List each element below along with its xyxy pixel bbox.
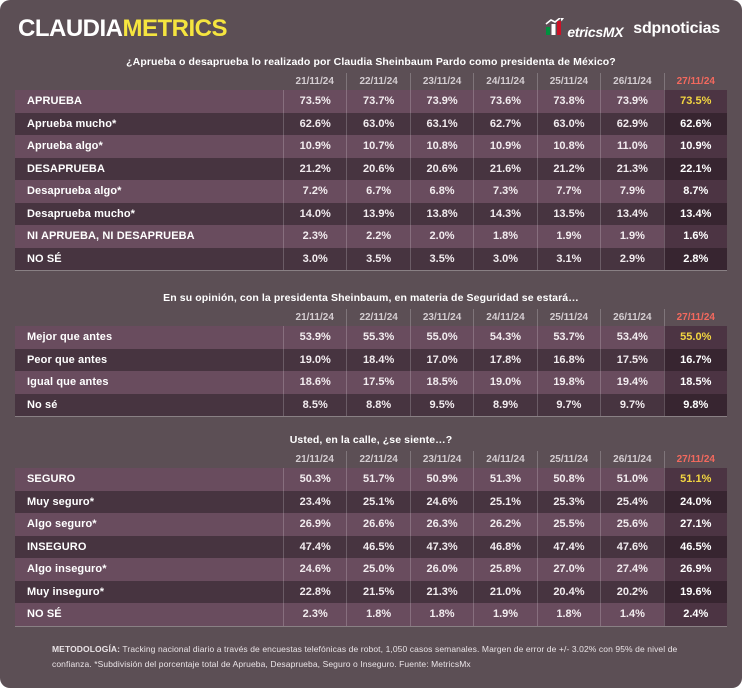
value-cell: 63.0% bbox=[346, 113, 409, 136]
value-cell: 7.3% bbox=[473, 180, 536, 203]
value-cell: 18.6% bbox=[283, 371, 346, 394]
value-cell: 11.0% bbox=[600, 135, 663, 158]
value-cell: 25.1% bbox=[346, 491, 409, 514]
value-cell: 19.0% bbox=[283, 349, 346, 372]
value-cell: 6.7% bbox=[346, 180, 409, 203]
value-cell: 19.6% bbox=[664, 581, 727, 604]
table-row bbox=[15, 394, 727, 417]
value-cell: 10.9% bbox=[473, 135, 536, 158]
row-label: Aprueba algo* bbox=[27, 140, 103, 153]
date-column-header: 21/11/24 bbox=[295, 454, 334, 465]
value-cell: 13.9% bbox=[346, 203, 409, 226]
brand-claudia: CLAUDIA bbox=[18, 15, 123, 42]
value-cell: 46.8% bbox=[473, 536, 536, 559]
value-cell: 21.3% bbox=[600, 158, 663, 181]
row-label: Peor que antes bbox=[27, 353, 108, 366]
value-cell: 51.0% bbox=[600, 468, 663, 491]
date-header-row bbox=[15, 73, 727, 90]
table-title: En su opinión, con la presidenta Sheinbaum, en materia de Seguridad se estará… bbox=[163, 292, 579, 304]
value-cell: 19.4% bbox=[600, 371, 663, 394]
date-column-header: 24/11/24 bbox=[473, 309, 536, 326]
date-column-header: 25/11/24 bbox=[537, 309, 600, 326]
value-cell: 13.8% bbox=[410, 203, 473, 226]
row-label: NO SÉ bbox=[27, 252, 62, 265]
row-label: Algo inseguro* bbox=[27, 563, 107, 576]
row-label: INSEGURO bbox=[27, 540, 87, 553]
value-cell: 17.5% bbox=[600, 349, 663, 372]
value-cell: 73.6% bbox=[473, 90, 536, 113]
sdpnoticias-logo: sdpnoticias bbox=[633, 20, 720, 37]
value-cell: 73.5% bbox=[283, 90, 346, 113]
value-cell: 50.8% bbox=[537, 468, 600, 491]
value-cell: 26.2% bbox=[473, 513, 536, 536]
value-cell: 8.8% bbox=[346, 394, 409, 417]
value-cell: 1.9% bbox=[600, 225, 663, 248]
table-row bbox=[15, 371, 727, 394]
value-cell: 51.3% bbox=[473, 468, 536, 491]
value-cell: 10.9% bbox=[283, 135, 346, 158]
value-cell: 8.5% bbox=[283, 394, 346, 417]
value-cell: 55.3% bbox=[346, 326, 409, 349]
value-cell: 25.0% bbox=[346, 558, 409, 581]
value-cell: 55.0% bbox=[664, 326, 727, 349]
value-cell: 47.6% bbox=[600, 536, 663, 559]
row-label: Mejor que antes bbox=[27, 331, 113, 344]
date-header-row bbox=[15, 451, 727, 468]
value-cell: 16.8% bbox=[537, 349, 600, 372]
value-cell: 2.3% bbox=[283, 225, 346, 248]
row-label: Desaprueba algo* bbox=[27, 185, 122, 198]
value-cell: 9.5% bbox=[410, 394, 473, 417]
table-rows bbox=[15, 90, 727, 271]
table-rows bbox=[15, 326, 727, 417]
date-column-header: 23/11/24 bbox=[410, 73, 473, 90]
value-cell: 9.7% bbox=[537, 394, 600, 417]
table-row bbox=[15, 203, 727, 226]
value-cell: 24.6% bbox=[410, 491, 473, 514]
value-cell: 25.4% bbox=[600, 491, 663, 514]
poll-table-1 bbox=[15, 56, 727, 271]
value-cell: 1.8% bbox=[473, 225, 536, 248]
value-cell: 8.7% bbox=[664, 180, 727, 203]
row-label: DESAPRUEBA bbox=[27, 162, 106, 175]
value-cell: 20.2% bbox=[600, 581, 663, 604]
value-cell: 9.8% bbox=[664, 394, 727, 417]
value-cell: 7.9% bbox=[600, 180, 663, 203]
value-cell: 1.4% bbox=[600, 603, 663, 626]
value-cell: 3.5% bbox=[410, 248, 473, 271]
value-cell: 3.0% bbox=[473, 248, 536, 271]
value-cell: 17.8% bbox=[473, 349, 536, 372]
value-cell: 1.8% bbox=[537, 603, 600, 626]
value-cell: 24.6% bbox=[283, 558, 346, 581]
value-cell: 26.9% bbox=[664, 558, 727, 581]
value-cell: 2.8% bbox=[664, 248, 727, 271]
value-cell: 10.8% bbox=[410, 135, 473, 158]
logo-group bbox=[545, 18, 720, 40]
value-cell: 25.3% bbox=[537, 491, 600, 514]
value-cell: 20.4% bbox=[537, 581, 600, 604]
value-cell: 23.4% bbox=[283, 491, 346, 514]
row-label: Muy seguro* bbox=[27, 495, 95, 508]
value-cell: 1.8% bbox=[410, 603, 473, 626]
date-column-header: 23/11/24 bbox=[410, 451, 473, 468]
value-cell: 18.5% bbox=[410, 371, 473, 394]
value-cell: 25.5% bbox=[537, 513, 600, 536]
value-cell: 24.0% bbox=[664, 491, 727, 514]
value-cell: 7.7% bbox=[537, 180, 600, 203]
value-cell: 25.6% bbox=[600, 513, 663, 536]
poll-table-3 bbox=[15, 434, 727, 627]
value-cell: 26.6% bbox=[346, 513, 409, 536]
date-column-header: 27/11/24 bbox=[664, 451, 727, 468]
value-cell: 62.7% bbox=[473, 113, 536, 136]
methodology-footer bbox=[0, 627, 742, 673]
value-cell: 19.0% bbox=[473, 371, 536, 394]
table-row bbox=[15, 513, 727, 536]
value-cell: 26.9% bbox=[283, 513, 346, 536]
value-cell: 55.0% bbox=[410, 326, 473, 349]
date-column-header: 22/11/24 bbox=[346, 451, 409, 468]
value-cell: 14.0% bbox=[283, 203, 346, 226]
value-cell: 63.0% bbox=[537, 113, 600, 136]
value-cell: 46.5% bbox=[664, 536, 727, 559]
header-bar bbox=[0, 0, 742, 47]
value-cell: 2.0% bbox=[410, 225, 473, 248]
value-cell: 73.8% bbox=[537, 90, 600, 113]
value-cell: 1.6% bbox=[664, 225, 727, 248]
value-cell: 2.9% bbox=[600, 248, 663, 271]
value-cell: 47.4% bbox=[283, 536, 346, 559]
page-title bbox=[18, 15, 227, 43]
value-cell: 6.8% bbox=[410, 180, 473, 203]
value-cell: 73.7% bbox=[346, 90, 409, 113]
date-column-header: 24/11/24 bbox=[473, 451, 536, 468]
brand-metrics: METRICS bbox=[122, 15, 227, 42]
value-cell: 17.0% bbox=[410, 349, 473, 372]
value-cell: 21.3% bbox=[410, 581, 473, 604]
value-cell: 62.6% bbox=[283, 113, 346, 136]
date-column-header: 25/11/24 bbox=[537, 73, 600, 90]
date-column-header: 27/11/24 bbox=[664, 73, 727, 90]
table-title: ¿Aprueba o desaprueba lo realizado por Claudia Sheinbaum Pardo como presidenta de México? bbox=[126, 56, 616, 68]
value-cell: 73.9% bbox=[410, 90, 473, 113]
value-cell: 18.5% bbox=[664, 371, 727, 394]
value-cell: 21.0% bbox=[473, 581, 536, 604]
value-cell: 26.3% bbox=[410, 513, 473, 536]
date-column-header: 26/11/24 bbox=[600, 451, 663, 468]
table-row bbox=[15, 468, 727, 491]
value-cell: 51.7% bbox=[346, 468, 409, 491]
value-cell: 53.4% bbox=[600, 326, 663, 349]
metricsmx-logo bbox=[545, 18, 623, 40]
table-row bbox=[15, 225, 727, 248]
table-row bbox=[15, 90, 727, 113]
value-cell: 1.8% bbox=[346, 603, 409, 626]
value-cell: 63.1% bbox=[410, 113, 473, 136]
table-rows bbox=[15, 468, 727, 627]
poll-tables bbox=[0, 56, 742, 627]
value-cell: 10.9% bbox=[664, 135, 727, 158]
row-label: NI APRUEBA, NI DESAPRUEBA bbox=[27, 230, 195, 243]
value-cell: 16.7% bbox=[664, 349, 727, 372]
value-cell: 53.9% bbox=[283, 326, 346, 349]
table-row bbox=[15, 558, 727, 581]
value-cell: 7.2% bbox=[283, 180, 346, 203]
bar-chart-flag-icon bbox=[545, 18, 564, 40]
date-column-header: 23/11/24 bbox=[410, 309, 473, 326]
table-title: Usted, en la calle, ¿se siente…? bbox=[289, 434, 453, 446]
table-row bbox=[15, 135, 727, 158]
row-label: Desaprueba mucho* bbox=[27, 207, 136, 220]
table-row bbox=[15, 349, 727, 372]
metricsmx-wordmark: etricsMX bbox=[567, 24, 624, 40]
value-cell: 26.0% bbox=[410, 558, 473, 581]
value-cell: 3.0% bbox=[283, 248, 346, 271]
value-cell: 62.9% bbox=[600, 113, 663, 136]
value-cell: 21.2% bbox=[537, 158, 600, 181]
table-row bbox=[15, 158, 727, 181]
value-cell: 17.5% bbox=[346, 371, 409, 394]
methodology-text: Tracking nacional diario a través de encuestas telefónicas de robot, 1,050 casos semanales. Margen de error de +/- 3.02% con 95% de nivel de confianza. *Subdivisión del porcentaje total de Aprueba, Desaprueba, Seguro o Inseguro. Fuente: MetricsMx bbox=[52, 643, 678, 670]
value-cell: 8.9% bbox=[473, 394, 536, 417]
value-cell: 10.8% bbox=[537, 135, 600, 158]
value-cell: 3.5% bbox=[346, 248, 409, 271]
date-column-header: 22/11/24 bbox=[346, 309, 409, 326]
value-cell: 19.8% bbox=[537, 371, 600, 394]
value-cell: 25.8% bbox=[473, 558, 536, 581]
poll-table-2 bbox=[15, 292, 727, 417]
value-cell: 21.6% bbox=[473, 158, 536, 181]
methodology-label: METODOLOGÍA: bbox=[52, 643, 121, 654]
value-cell: 14.3% bbox=[473, 203, 536, 226]
table-row bbox=[15, 113, 727, 136]
value-cell: 1.9% bbox=[473, 603, 536, 626]
value-cell: 22.1% bbox=[664, 158, 727, 181]
table-row bbox=[15, 581, 727, 604]
row-label: No sé bbox=[27, 398, 58, 411]
table-row bbox=[15, 326, 727, 349]
value-cell: 73.9% bbox=[600, 90, 663, 113]
value-cell: 25.1% bbox=[473, 491, 536, 514]
value-cell: 10.7% bbox=[346, 135, 409, 158]
date-column-header: 21/11/24 bbox=[295, 76, 334, 87]
value-cell: 9.7% bbox=[600, 394, 663, 417]
value-cell: 62.6% bbox=[664, 113, 727, 136]
table-row bbox=[15, 180, 727, 203]
row-label: Aprueba mucho* bbox=[27, 117, 117, 130]
table-row bbox=[15, 491, 727, 514]
row-label: NO SÉ bbox=[27, 608, 62, 621]
value-cell: 47.4% bbox=[537, 536, 600, 559]
row-label: APRUEBA bbox=[27, 95, 83, 108]
date-column-header: 24/11/24 bbox=[473, 73, 536, 90]
value-cell: 21.5% bbox=[346, 581, 409, 604]
value-cell: 13.4% bbox=[600, 203, 663, 226]
value-cell: 50.9% bbox=[410, 468, 473, 491]
value-cell: 27.1% bbox=[664, 513, 727, 536]
value-cell: 46.5% bbox=[346, 536, 409, 559]
value-cell: 18.4% bbox=[346, 349, 409, 372]
value-cell: 21.2% bbox=[283, 158, 346, 181]
value-cell: 3.1% bbox=[537, 248, 600, 271]
table-row bbox=[15, 536, 727, 559]
date-column-header: 26/11/24 bbox=[600, 73, 663, 90]
value-cell: 2.2% bbox=[346, 225, 409, 248]
row-label: Muy inseguro* bbox=[27, 585, 105, 598]
value-cell: 73.5% bbox=[664, 90, 727, 113]
value-cell: 20.6% bbox=[410, 158, 473, 181]
date-column-header: 27/11/24 bbox=[664, 309, 727, 326]
value-cell: 54.3% bbox=[473, 326, 536, 349]
row-label: SEGURO bbox=[27, 473, 76, 486]
value-cell: 27.4% bbox=[600, 558, 663, 581]
row-label: Algo seguro* bbox=[27, 518, 97, 531]
value-cell: 20.6% bbox=[346, 158, 409, 181]
date-column-header: 26/11/24 bbox=[600, 309, 663, 326]
value-cell: 51.1% bbox=[664, 468, 727, 491]
date-column-header: 25/11/24 bbox=[537, 451, 600, 468]
value-cell: 2.3% bbox=[283, 603, 346, 626]
date-column-header: 21/11/24 bbox=[295, 312, 334, 323]
table-row bbox=[15, 603, 727, 626]
row-label: Igual que antes bbox=[27, 376, 109, 389]
value-cell: 13.5% bbox=[537, 203, 600, 226]
date-header-row bbox=[15, 309, 727, 326]
value-cell: 47.3% bbox=[410, 536, 473, 559]
value-cell: 53.7% bbox=[537, 326, 600, 349]
value-cell: 1.9% bbox=[537, 225, 600, 248]
table-row bbox=[15, 248, 727, 271]
value-cell: 27.0% bbox=[537, 558, 600, 581]
value-cell: 2.4% bbox=[664, 603, 727, 626]
date-column-header: 22/11/24 bbox=[346, 73, 409, 90]
value-cell: 22.8% bbox=[283, 581, 346, 604]
value-cell: 13.4% bbox=[664, 203, 727, 226]
value-cell: 50.3% bbox=[283, 468, 346, 491]
